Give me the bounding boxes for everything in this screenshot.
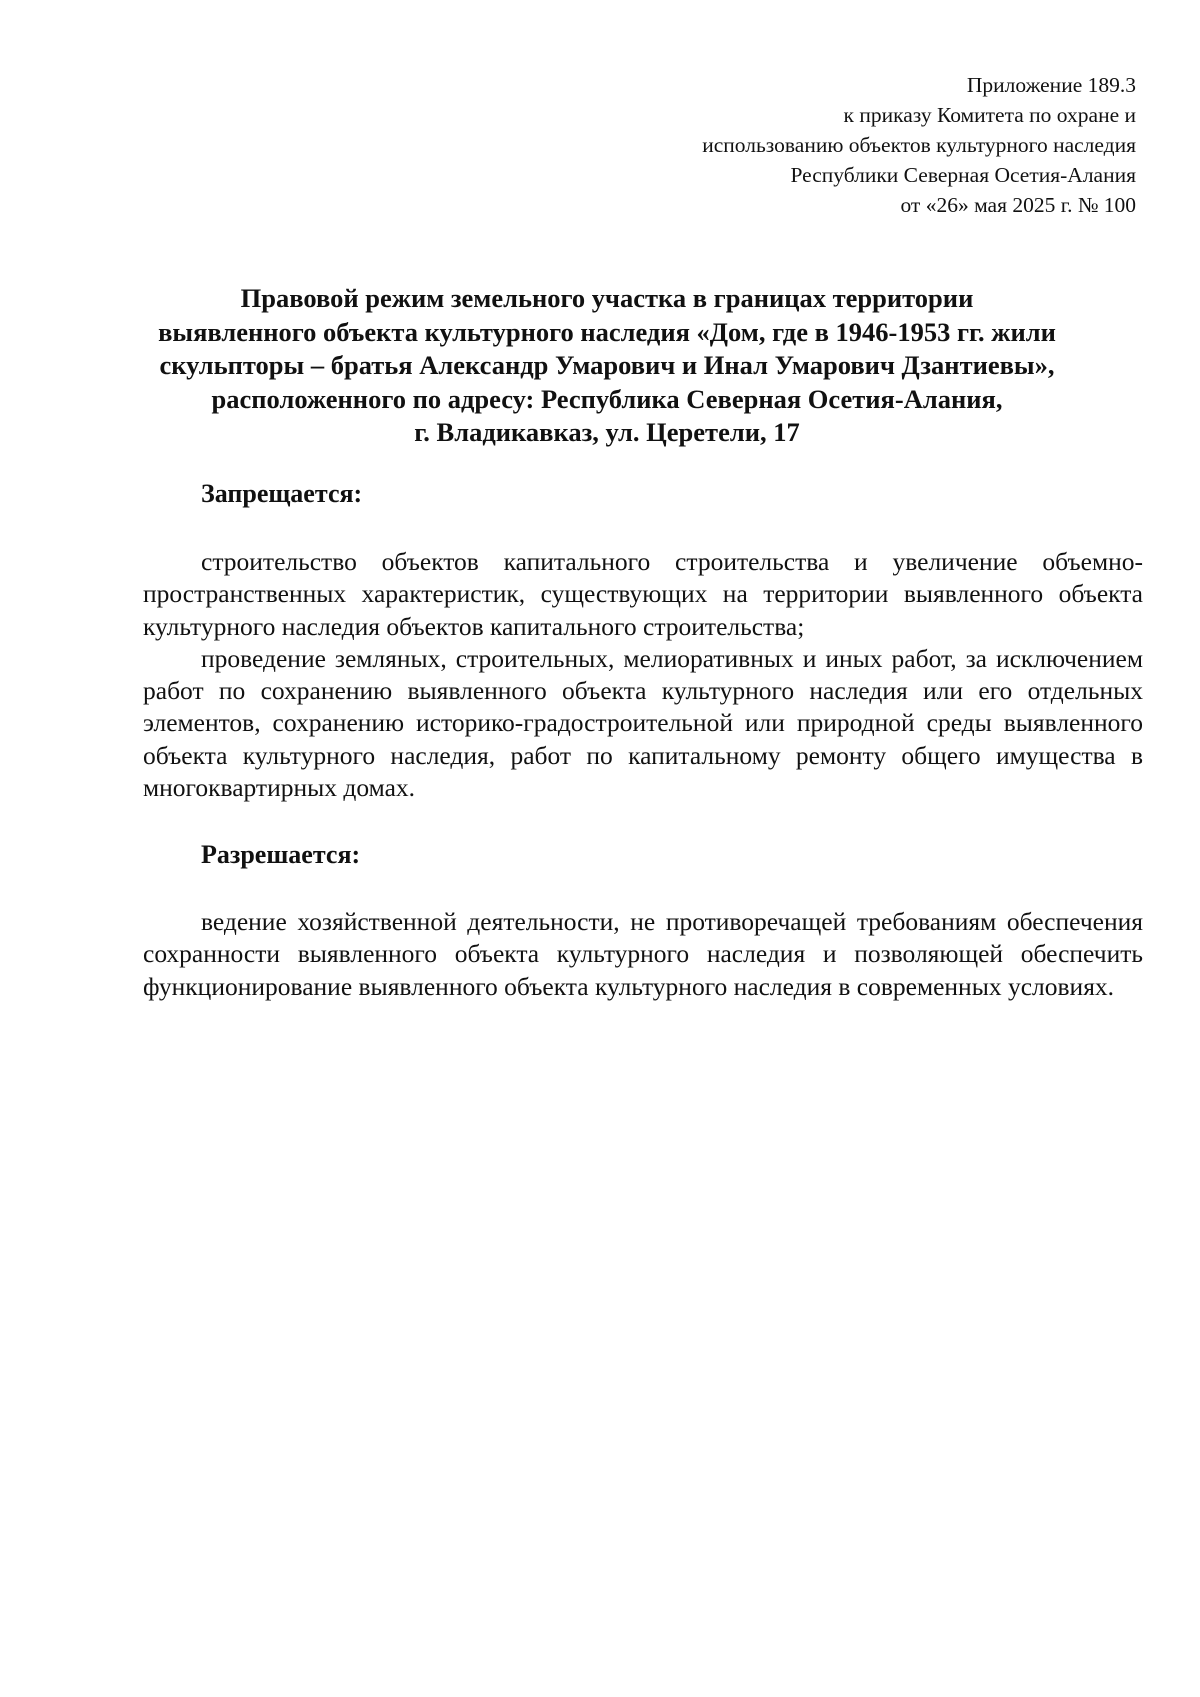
appendix-order-date: от «26» мая 2025 г. № 100 <box>900 193 1136 217</box>
appendix-committee-name: использованию объектов культурного наследия <box>702 133 1136 157</box>
title-line: расположенного по адресу: Республика Северная Осетия-Алания, <box>211 383 1003 414</box>
prohibited-paragraph: проведение земляных, строительных, мелиоративных и иных работ, за исключением работ по сохранению выявленного объекта культурного наследия или его отдельных элементов, сохранению историко-градостроительной или природной среды выявленного объекта культурного наследия, работ по капитальному ремонту общего имущества в многоквартирных домах. <box>143 643 1143 803</box>
prohibited-heading: Запрещается: <box>201 479 363 508</box>
appendix-header <box>436 70 1136 220</box>
permitted-heading: Разрешается: <box>201 840 361 869</box>
permitted-paragraph: ведение хозяйственной деятельности, не противоречащей требованиям обеспечения сохранности выявленного объекта культурного наследия и позволяющей обеспечить функционирование выявленного объекта культурного наследия в современных условиях. <box>143 907 1143 1001</box>
permitted-section <box>143 906 1143 1003</box>
appendix-number: Приложение 189.3 <box>966 73 1136 97</box>
title-line: скульпторы – братья Александр Умарович и Инал Умарович Дзантиевы», <box>159 350 1055 380</box>
prohibited-section <box>143 546 1143 804</box>
title-line: выявленного объекта культурного наследия «Дом, где в 1946-1953 гг. жили <box>158 316 1056 347</box>
appendix-order-reference: к приказу Комитета по охране и <box>843 103 1136 127</box>
appendix-republic-name: Республики Северная Осетия-Алания <box>790 163 1136 187</box>
title-line: Правовой режим земельного участка в границах территории <box>240 283 974 313</box>
prohibited-paragraph: строительство объектов капитального строительства и увеличение объемно-пространственных характеристик, существующих на территории выявленного объекта культурного наследия объектов капитального строительства; <box>143 547 1143 641</box>
title-line: г. Владикавказ, ул. Церетели, 17 <box>414 417 800 447</box>
document-title <box>142 282 1072 450</box>
